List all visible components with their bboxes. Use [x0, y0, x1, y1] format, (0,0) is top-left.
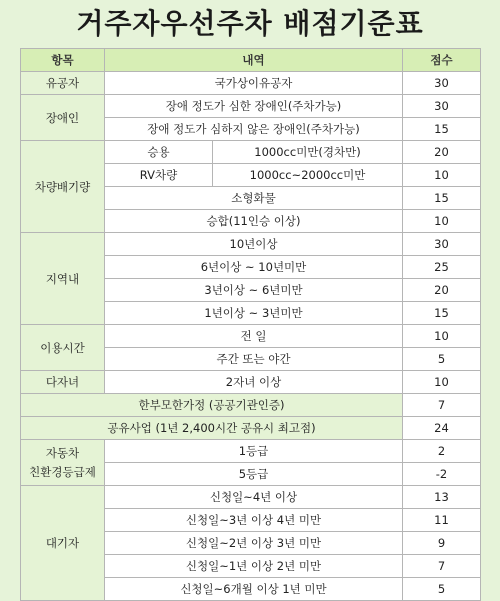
- score-cell: 10: [403, 210, 481, 233]
- score-cell: 25: [403, 256, 481, 279]
- subcategory-cell: 승용: [105, 141, 213, 164]
- table-row: [21, 72, 481, 95]
- detail-cell: 신청일~6개월 이상 1년 미만: [105, 578, 403, 601]
- detail-cell-wide: 한부모한가정 (공공기관인증): [21, 394, 403, 417]
- category-cell: 자동차 친환경등급제: [21, 440, 105, 486]
- category-cell: 지역내: [21, 233, 105, 325]
- category-cell: 차량배기량: [21, 141, 105, 233]
- detail-cell: 10년이상: [105, 233, 403, 256]
- category-cell: 다자녀: [21, 371, 105, 394]
- detail-cell: 1000cc미만(경차만): [213, 141, 403, 164]
- score-cell: 5: [403, 578, 481, 601]
- detail-cell: 승합(11인승 이상): [105, 210, 403, 233]
- table-header-row: [21, 49, 481, 72]
- score-cell: 11: [403, 509, 481, 532]
- table-row: [21, 394, 481, 417]
- detail-cell: 신청일~2년 이상 3년 미만: [105, 532, 403, 555]
- detail-cell: 국가상이유공자: [105, 72, 403, 95]
- detail-cell: 2자녀 이상: [105, 371, 403, 394]
- detail-cell: 신청일~3년 이상 4년 미만: [105, 509, 403, 532]
- detail-cell: 장애 정도가 심하지 않은 장애인(주차가능): [105, 118, 403, 141]
- header-detail: 내역: [105, 49, 403, 72]
- score-cell: 20: [403, 141, 481, 164]
- score-cell: 10: [403, 325, 481, 348]
- detail-cell: 주간 또는 야간: [105, 348, 403, 371]
- table-row: [21, 417, 481, 440]
- score-cell: 7: [403, 555, 481, 578]
- table-row: [21, 95, 481, 118]
- score-cell: 10: [403, 164, 481, 187]
- score-cell: 13: [403, 486, 481, 509]
- score-cell: 15: [403, 118, 481, 141]
- score-cell: 7: [403, 394, 481, 417]
- category-cell: 장애인: [21, 95, 105, 141]
- detail-cell: 신청일~4년 이상: [105, 486, 403, 509]
- header-score: 점수: [403, 49, 481, 72]
- detail-cell: 5등급: [105, 463, 403, 486]
- header-category: 항목: [21, 49, 105, 72]
- detail-cell: 3년이상 ~ 6년미만: [105, 279, 403, 302]
- table-row: [21, 486, 481, 509]
- detail-cell: 1000cc~2000cc미만: [213, 164, 403, 187]
- score-cell: 15: [403, 187, 481, 210]
- table-row: [21, 371, 481, 394]
- detail-cell: 소형화물: [105, 187, 403, 210]
- scoring-table: [20, 48, 481, 601]
- score-cell: 5: [403, 348, 481, 371]
- table-row: [21, 141, 481, 164]
- detail-cell: 1등급: [105, 440, 403, 463]
- score-cell: 9: [403, 532, 481, 555]
- score-cell: 20: [403, 279, 481, 302]
- detail-cell-wide: 공유사업 (1년 2,400시간 공유시 최고점): [21, 417, 403, 440]
- detail-cell: 신청일~1년 이상 2년 미만: [105, 555, 403, 578]
- table-row: [21, 440, 481, 463]
- category-cell: 유공자: [21, 72, 105, 95]
- detail-cell: 장애 정도가 심한 장애인(주차가능): [105, 95, 403, 118]
- score-cell: 10: [403, 371, 481, 394]
- detail-cell: 1년이상 ~ 3년미만: [105, 302, 403, 325]
- page-title: 거주자우선주차 배점기준표: [76, 7, 424, 40]
- score-cell: 15: [403, 302, 481, 325]
- score-cell: 24: [403, 417, 481, 440]
- score-cell: 30: [403, 95, 481, 118]
- table-row: [21, 325, 481, 348]
- score-cell: 30: [403, 72, 481, 95]
- category-cell: 대기자: [21, 486, 105, 601]
- score-cell: -2: [403, 463, 481, 486]
- score-cell: 2: [403, 440, 481, 463]
- table-row: [21, 233, 481, 256]
- score-cell: 30: [403, 233, 481, 256]
- detail-cell: 전 일: [105, 325, 403, 348]
- detail-cell: 6년이상 ~ 10년미만: [105, 256, 403, 279]
- category-cell: 이용시간: [21, 325, 105, 371]
- subcategory-cell: RV차량: [105, 164, 213, 187]
